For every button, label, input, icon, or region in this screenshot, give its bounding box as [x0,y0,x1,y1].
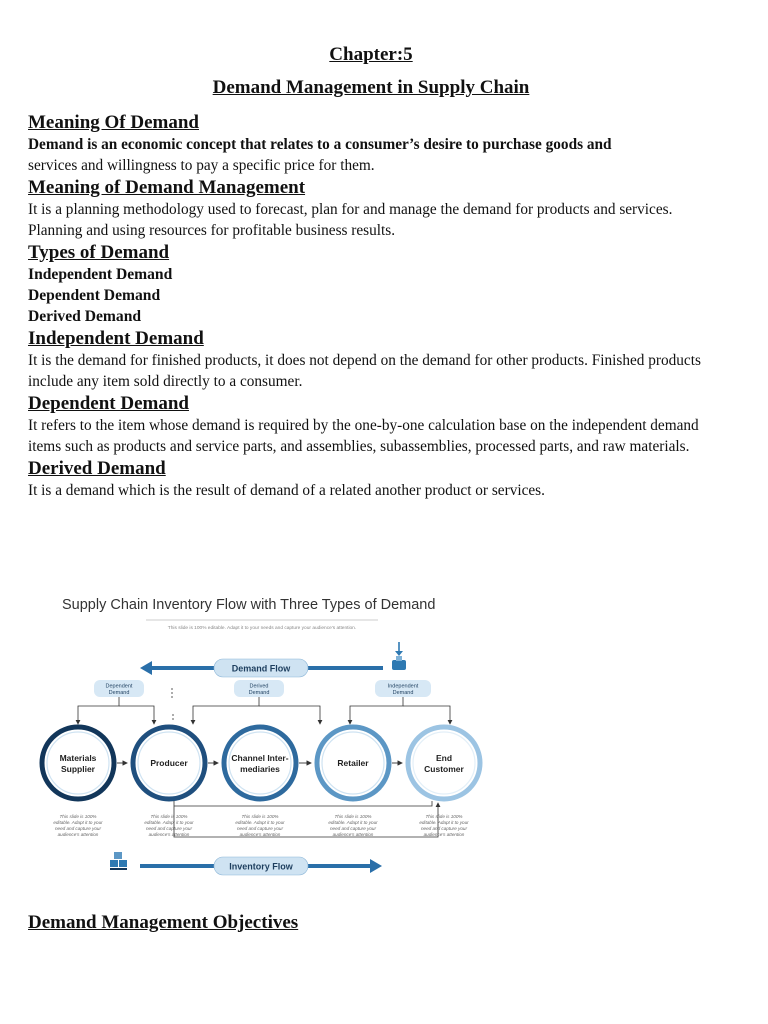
section-text-demand-management: It is a planning methodology used to forecast, plan for and manage the demand for products and services. Planning and using resources for profitable business results. [28,201,673,239]
node-producer [133,727,205,799]
inventory-flow-label: Inventory Flow [229,861,293,872]
section-text-dependent-demand: It refers to the item whose demand is required by the one-by-one calculation base on the independent demand items such as products and service parts, and assemblies, subassemblies, processed parts, and raw materials. [28,417,699,455]
node-end-line1: End [435,753,453,763]
caption-1-line1: This slide is 100% [59,814,97,819]
tag-derived-line2: Demand [248,690,270,696]
node-end-customer [408,727,480,799]
node-materials-line1: Materials [59,753,97,763]
tag-dependent-line1: Dependent [105,683,133,690]
node-retailer-line1: Retailer [337,758,369,768]
section-text-independent-demand: It is the demand for finished products, it does not depend on the demand for other products. Finished products include any item sold directly to a consumer. [28,352,701,390]
hand-box-icon [392,642,406,670]
tag-dependent-line2: Demand [108,690,130,696]
section-heading-independent-demand: Independent Demand [28,328,204,349]
node-retailer [317,727,389,799]
type-item-independent: Independent Demand [28,266,173,283]
node-captions [53,814,469,837]
type-item-derived: Derived Demand [28,308,142,325]
caption-3-line3: need and capture your [237,826,283,831]
caption-2-line4: audience's attention [148,832,190,837]
caption-3-line1: This slide is 100% [241,814,279,819]
section-heading-meaning-of-demand: Meaning Of Demand [28,112,199,133]
document-body [28,111,728,501]
chapter-heading: Chapter:5 [329,44,413,65]
node-materials-line2: Supplier [60,764,96,774]
section-heading-dependent-demand: Dependent Demand [28,393,189,414]
caption-3-line2: editable. Adapt it to your [235,820,285,825]
caption-4-line2: editable. Adapt it to your [328,820,378,825]
caption-5-line2: editable. Adapt it to your [419,820,469,825]
sentence-continuation: services and willingness to pay a specific price for them. [28,157,375,174]
caption-2-line1: This slide is 100% [150,814,188,819]
demand-flow-label: Demand Flow [231,663,291,674]
stacked-boxes-icon [110,852,127,870]
caption-2-line3: need and capture your [146,826,192,831]
node-producer-line1: Producer [150,758,188,768]
caption-4-line1: This slide is 100% [334,814,372,819]
section-text-derived-demand: It is a demand which is the result of demand of a related another product or services. [28,482,545,499]
caption-4-line3: need and capture your [330,826,376,831]
diagram-subtitle: This slide is 100% editable. Adapt it to your needs and capture your audience's attention. [167,626,357,631]
supply-chain-diagram [28,588,508,888]
node-end-line2: Customer [424,764,464,774]
section-heading-derived-demand: Derived Demand [28,458,166,479]
feedback-connector [174,801,438,837]
lead-sentence: Demand is an economic concept that relates to a consumer’s desire to purchase goods and [28,136,612,153]
caption-5-line4: audience's attention [423,832,465,837]
node-materials-supplier [42,727,114,799]
caption-1-line4: audience's attention [57,832,99,837]
type-item-dependent: Dependent Demand [28,287,161,304]
objectives-heading: Demand Management Objectives [28,912,299,933]
caption-1-line2: editable. Adapt it to your [53,820,103,825]
tag-independent-line1: Independent [387,683,419,690]
document-title: Demand Management in Supply Chain [212,77,530,98]
caption-2-line2: editable. Adapt it to your [144,820,194,825]
caption-5-line3: need and capture your [421,826,467,831]
section-heading-types-of-demand: Types of Demand [28,242,170,263]
caption-5-line1: This slide is 100% [425,814,463,819]
section-text-meaning-of-demand [28,134,728,176]
tag-independent-line2: Demand [392,690,414,696]
tag-derived-line1: Derived [249,683,269,690]
diagram-title: Supply Chain Inventory Flow with Three Types of Demand [62,597,436,613]
caption-3-line4: audience's attention [239,832,281,837]
node-channel-line2: mediaries [240,764,280,774]
node-channel-line1: Channel Inter- [231,753,289,763]
node-channel-intermediaries [224,727,296,799]
caption-4-line4: audience's attention [332,832,374,837]
section-heading-demand-management: Meaning of Demand Management [28,177,306,198]
caption-1-line3: need and capture your [55,826,101,831]
